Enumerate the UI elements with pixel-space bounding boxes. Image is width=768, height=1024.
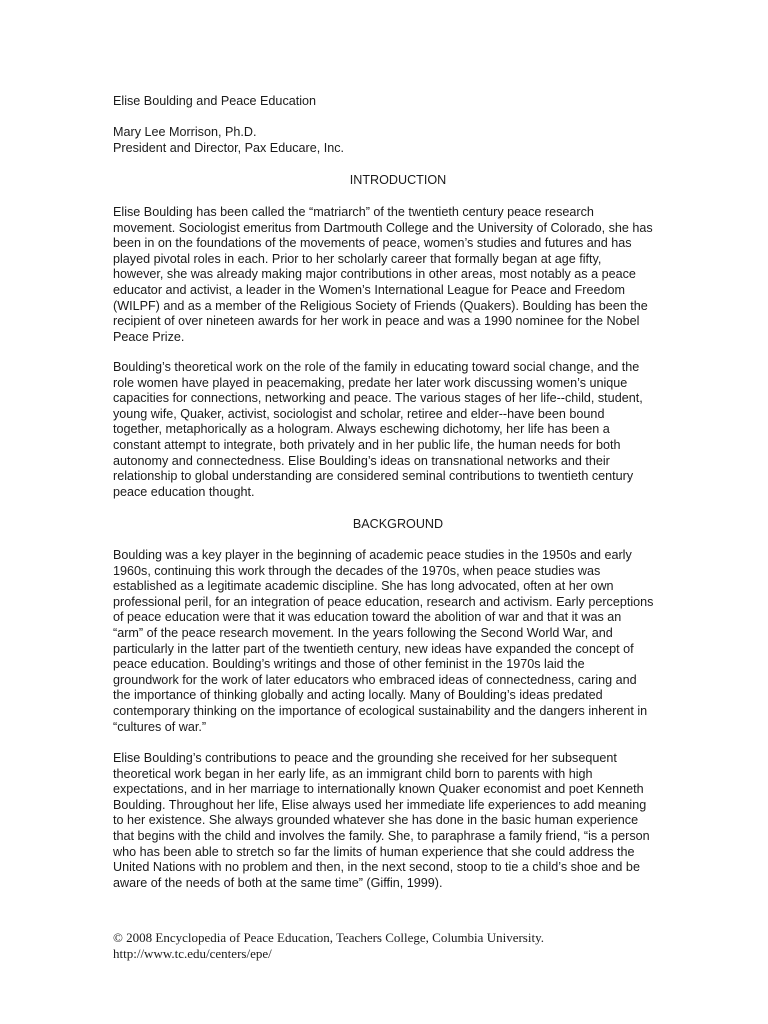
section-heading-introduction: INTRODUCTION: [349, 173, 447, 187]
paragraph: Elise Boulding’s contributions to peace and the grounding she received for her subsequent theoretical work began in her early life, as an immigrant child born to parents with high expectations, and in her marriage to internationally known Quaker economist and poet Kenneth Boulding. Throughout her life, Elise always used her immediate life experiences to add meaning to her existence. She always grounded whatever she has done in the basic human experience that begins with the child and involves the family. She, to paraphrase a family friend, “is a person who has been able to stretch so far the limits of human experience that she could address the United Nations with no problem and then, in the next second, stoop to tie a child’s shoe and be aware of the needs of both at the same time” (Giffin, 1999).: [113, 751, 650, 890]
paragraph: Elise Boulding has been called the “matriarch” of the twentieth century peace research movement. Sociologist emeritus from Dartmouth College and the University of Colorado, she has been in on the foundations of the movements of peace, women’s studies and futures and has played pivotal roles in each. Prior to her scholarly career that formally began at age fifty, however, she was already making major contributions in other areas, most notably as a peace educator and activist, a leader in the Women’s International League for Peace and Freedom (WILPF) and as a member of the Religious Society of Friends (Quakers). Boulding has been the recipient of over nineteen awards for her work in peace and was a 1990 nominee for the Nobel Peace Prize.: [113, 205, 653, 344]
author-block: [113, 125, 344, 156]
section-heading-background: BACKGROUND: [352, 517, 444, 531]
paragraph: Boulding was a key player in the beginning of academic peace studies in the 1950s and early 1960s, continuing this work through the decades of the 1970s, when peace studies was established as a legitimate academic discipline. She has long advocated, often at her own professional peril, for an integration of peace education, research and activism. Early perceptions of peace education were that it was education toward the abolition of war and that it was an “arm” of the peace research movement. In the years following the Second World War, and particularly in the latter part of the twentieth century, new ideas have expanded the concept of peace education. Boulding’s writings and those of other feminist in the 1970s laid the groundwork for the work of later educators who embraced ideas of connectedness, caring and the importance of thinking globally and acting locally. Many of Boulding’s ideas predated contemporary thinking on the importance of ecological sustainability and the dangers inherent in “cultures of war.”: [113, 548, 654, 734]
copyright-footer: © 2008 Encyclopedia of Peace Education, Teachers College, Columbia University. http://www.tc.edu/centers/epe/: [113, 930, 544, 961]
document-title: Elise Boulding and Peace Education: [113, 94, 317, 108]
author-name: Mary Lee Morrison, Ph.D.: [113, 125, 257, 139]
author-position: President and Director, Pax Educare, Inc.: [113, 140, 345, 155]
paragraph: Boulding’s theoretical work on the role of the family in educating toward social change, and the role women have played in peacemaking, predate her later work discussing women’s unique capacities for connections, networking and peace. The various stages of her life--child, student, young wife, Quaker, activist, sociologist and scholar, retiree and elder--have been bound together, metaphorically as a hologram. Always eschewing dichotomy, her life has been a constant attempt to integrate, both privately and in her public life, the human needs for both autonomy and connectedness. Elise Boulding’s ideas on transnational networks and their relationship to global understanding are considered seminal contributions to twentieth century peace education thought.: [113, 360, 643, 499]
